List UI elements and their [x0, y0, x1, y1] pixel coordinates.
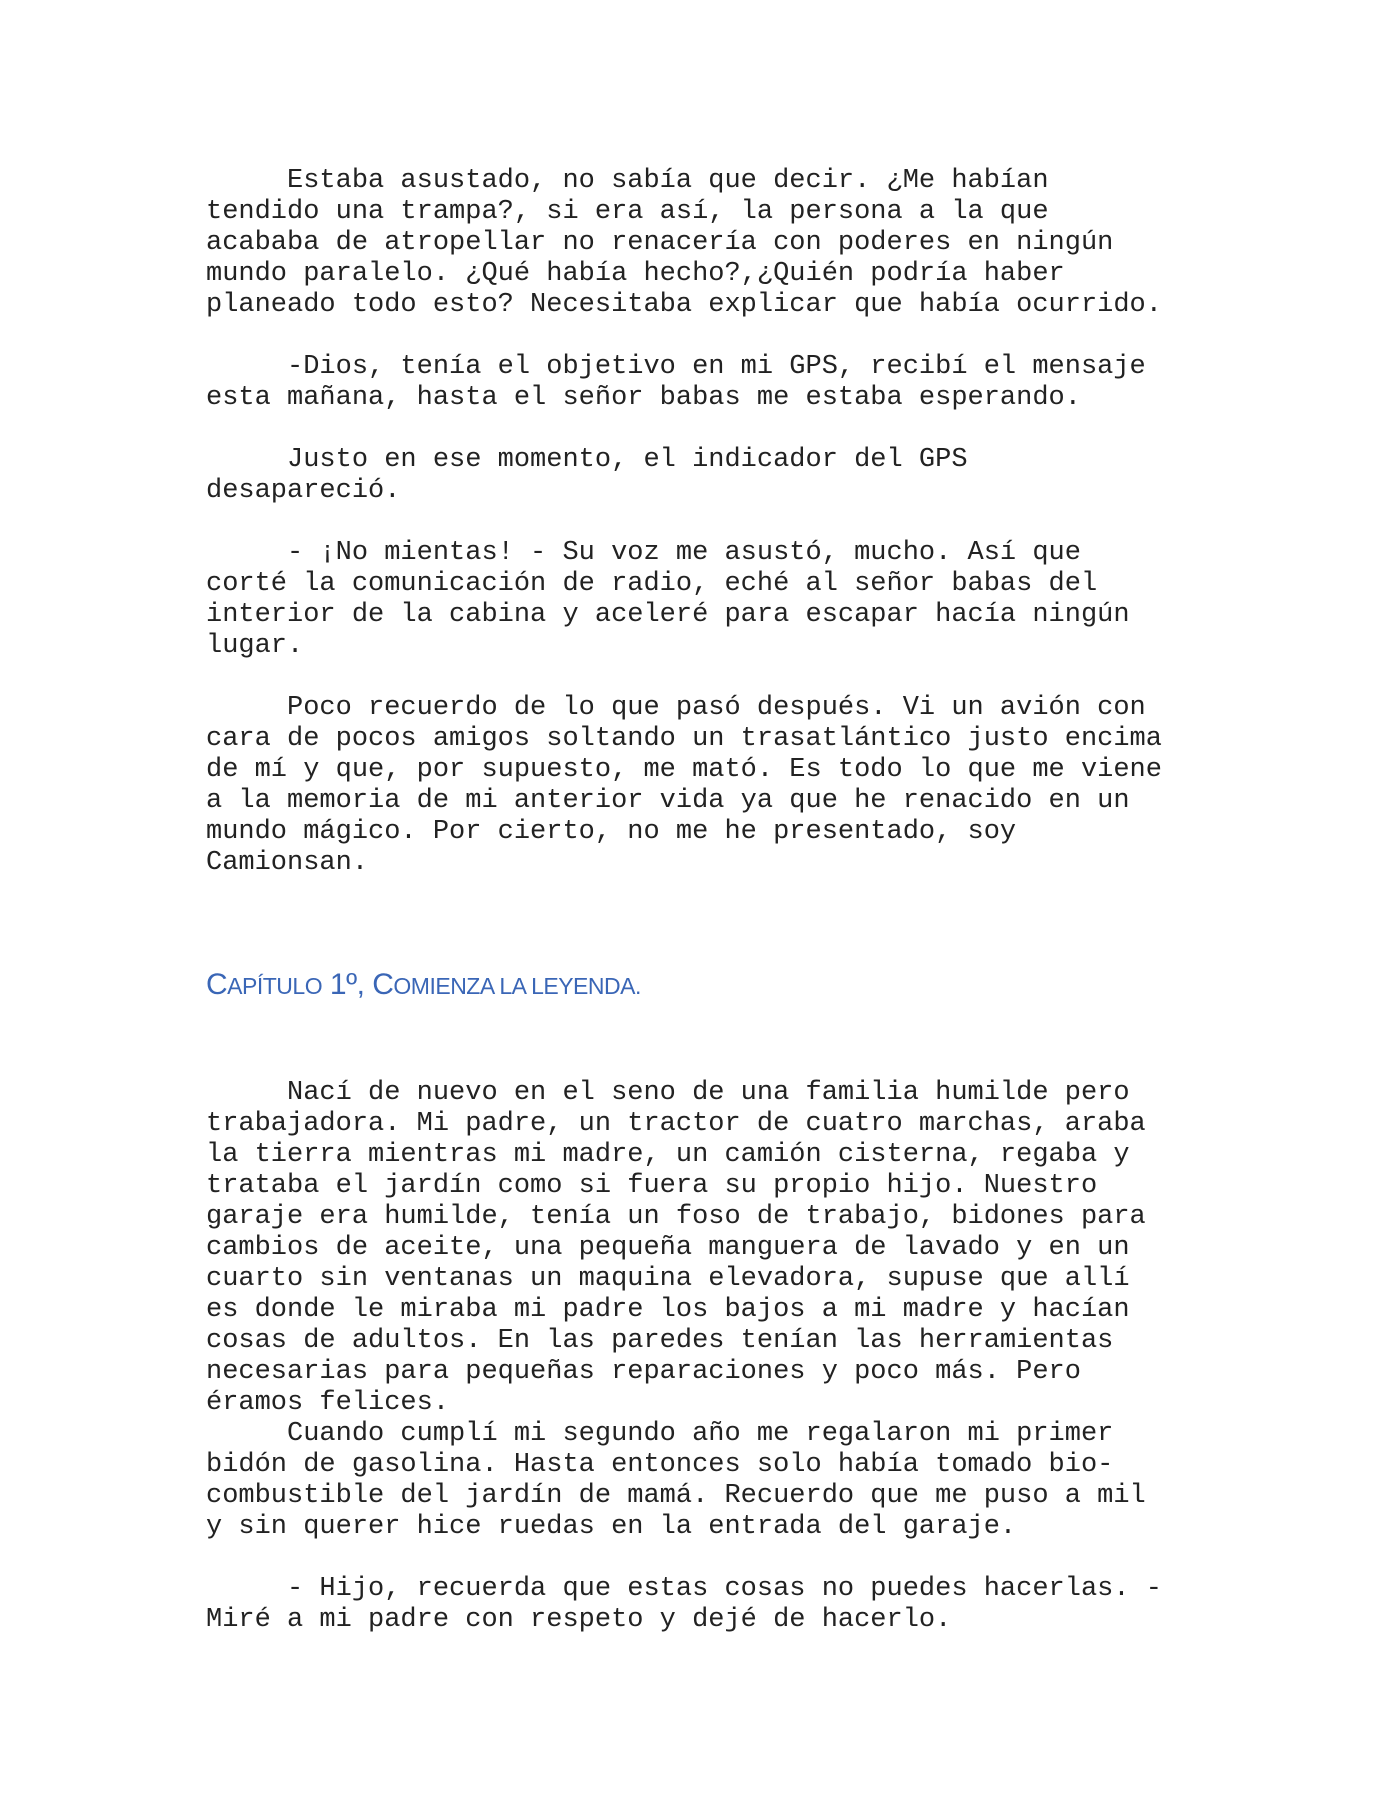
heading-cap-c: C [206, 968, 228, 1001]
heading-apitulo: APÍTULO [227, 973, 323, 999]
heading-omienza: OMIENZA LA LEYENDA. [393, 973, 641, 999]
heading-cap-c2: C [372, 968, 394, 1001]
heading-number: 1º, [322, 968, 373, 1001]
paragraph-naci-de-nuevo: Nací de nuevo en el seno de una familia humilde pero trabajadora. Mi padre, un tractor de cuatro marchas, araba la tierra mientras mi madre, un camión cisterna, regaba y trataba el jardín como si fuera su propio hijo. Nuestro garaje era humilde, tenía un foso de trabajo, bidones para cambios de aceite, una pequeña manguera de lavado y en un cuarto sin ventanas un maquina elevadora, supuse que allí es donde le miraba mi padre los bajos a mi madre y hacían cosas de adultos. En las paredes tenían las herramientas necesarias para pequeñas reparaciones y poco más. Pero éramos felices. Cuando cumplí mi segundo año me regalaron mi primer bidón de gasolina. Hasta entonces solo había tomado bio- combustible del jardín de mamá. Recuerdo que me puso a mil y sin querer hice ruedas en la entrada del garaje. [206, 1078, 1146, 1542]
paragraph-dios-gps: -Dios, tenía el objetivo en mi GPS, recibí el mensaje esta mañana, hasta el señor babas me estaba esperando. [206, 352, 1146, 413]
paragraph-hijo-recuerda: - Hijo, recuerda que estas cosas no puedes hacerlas. - Miré a mi padre con respeto y dejé de hacerlo. [206, 1574, 1162, 1635]
chapter-heading [206, 968, 641, 1002]
paragraph-poco-recuerdo: Poco recuerdo de lo que pasó después. Vi un avión con cara de pocos amigos soltando un trasatlántico justo encima de mí y que, por supuesto, me mató. Es todo lo que me viene a la memoria de mi anterior vida ya que he renacido en un mundo mágico. Por cierto, no me he presentado, soy Camionsan. [206, 693, 1162, 878]
paragraph-no-mientas: - ¡No mientas! - Su voz me asustó, mucho. Así que corté la comunicación de radio, eché al señor babas del interior de la cabina y aceleré para escapar hacía ningún lugar. [206, 538, 1130, 661]
paragraph-justo-en-ese-momento: Justo en ese momento, el indicador del GPS desapareció. [206, 445, 968, 506]
paragraph-estaba-asustado: Estaba asustado, no sabía que decir. ¿Me habían tendido una trampa?, si era así, la persona a la que acababa de atropellar no renacería con poderes en ningún mundo paralelo. ¿Qué había hecho?,¿Quién podría haber planeado todo esto? Necesitaba explicar que había ocurrido. [206, 166, 1162, 320]
